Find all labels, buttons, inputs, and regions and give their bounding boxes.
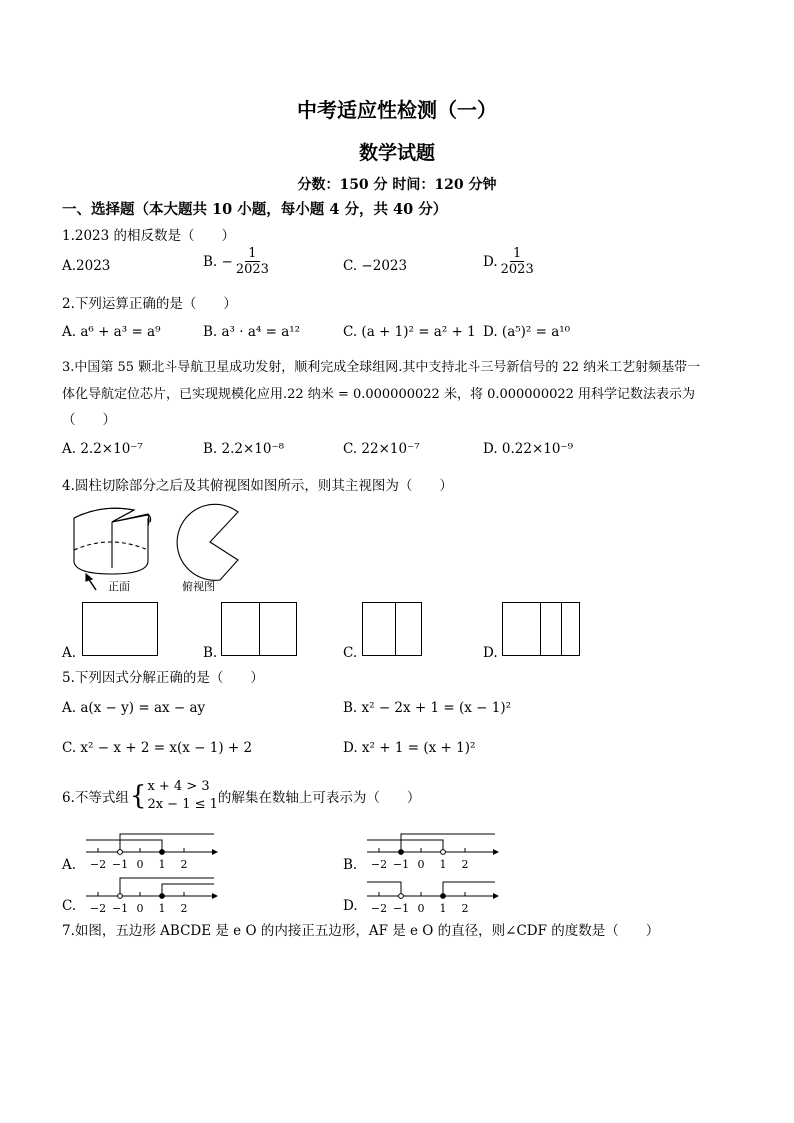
endpoint-marker — [160, 894, 165, 899]
axis-tick-label: 1 — [158, 858, 166, 871]
q1-option-b — [203, 246, 272, 277]
question-3-line1: 3.中国第 55 颗北斗导航卫星成功发射，顺利完成全球组网.其中支持北斗三号新信号的 22 纳米工艺射频基带一 — [62, 360, 701, 375]
q6-option-a-label: A. — [62, 857, 77, 873]
q3-option-a: A. 2.2×10⁻⁷ — [62, 441, 143, 457]
q5-option-d: D. x² + 1 = (x + 1)² — [343, 740, 476, 756]
q6-option-b-numberline — [363, 828, 503, 872]
axis-tick-label: 2 — [180, 902, 188, 915]
endpoint-marker — [118, 894, 123, 899]
q1-option-c: C. −2023 — [343, 258, 408, 274]
q1-d-prefix: D. — [483, 253, 498, 270]
endpoint-marker — [160, 850, 165, 855]
q1-b-num: 1 — [245, 246, 259, 262]
endpoint-marker — [399, 850, 404, 855]
q6-stem-suffix: 的解集在数轴上可表示为（ ） — [217, 790, 421, 806]
exam-meta: 分数：150 分 时间：120 分钟 — [297, 177, 497, 193]
section-heading: 一、选择题（本大题共 10 小题，每小题 4 分，共 40 分） — [62, 201, 448, 218]
solution-bracket — [120, 834, 214, 852]
solution-bracket — [443, 882, 495, 896]
axis-tick-label: −2 — [370, 902, 388, 915]
question-3-line3: （ ） — [62, 412, 116, 428]
inequality-1: x + 4 > 3 — [147, 779, 210, 794]
endpoint-marker — [441, 850, 446, 855]
solution-bracket — [367, 840, 443, 852]
q1-d-fraction — [498, 246, 537, 277]
q2-option-c: C. (a + 1)² = a² + 1 — [343, 324, 476, 340]
axis-tick-label: −2 — [89, 902, 107, 915]
q5-option-c: C. x² − x + 2 = x(x − 1) + 2 — [62, 740, 253, 756]
q6-option-c-label: C. — [62, 898, 77, 914]
axis-tick-label: 1 — [439, 858, 447, 871]
q6-option-a-numberline — [82, 828, 222, 872]
axis-tick-label: 1 — [439, 902, 447, 915]
q4-option-a-figure — [82, 602, 158, 656]
q4-option-b-figure — [221, 602, 297, 656]
q1-option-a: A.2023 — [62, 258, 111, 274]
q2-option-b: B. a³ · a⁴ = a¹² — [203, 324, 301, 340]
axis-tick-label: −2 — [89, 858, 107, 871]
q3-option-c: C. 22×10⁻⁷ — [343, 441, 420, 457]
q4-option-b-label: B. — [203, 645, 218, 661]
axis-arrow-icon — [493, 893, 499, 899]
axis-tick-label: 1 — [158, 902, 166, 915]
q1-b-fraction — [233, 246, 272, 277]
axis-arrow-icon — [212, 849, 218, 855]
q3-option-d: D. 0.22×10⁻⁹ — [483, 441, 574, 457]
q5-option-b: B. x² − 2x + 1 = (x − 1)² — [343, 700, 512, 716]
q6-option-d-label: D. — [343, 898, 358, 914]
exam-subtitle: 数学试题 — [358, 142, 435, 164]
inequality-2: 2x − 1 ≤ 1 — [147, 797, 218, 812]
q1-d-num: 1 — [510, 246, 524, 262]
q4-option-a-label: A. — [62, 645, 77, 661]
q1-b-prefix: B. − — [203, 253, 233, 270]
axis-tick-label: 0 — [417, 902, 425, 915]
axis-tick-label: −1 — [111, 858, 129, 871]
inequality-system — [147, 778, 217, 814]
axis-tick-label: 2 — [461, 858, 469, 871]
axis-tick-label: −1 — [111, 902, 129, 915]
q4-figure — [62, 500, 262, 595]
question-1-stem: 1.2023 的相反数是（ ） — [62, 228, 236, 244]
axis-arrow-icon — [212, 893, 218, 899]
question-3-line2: 体化导航定位芯片，已实现规模化应用.22 纳米 = 0.000000022 米，将 0.000000022 用科学记数法表示为 — [62, 387, 696, 402]
axis-tick-label: 0 — [136, 858, 144, 871]
q4-option-d-label: D. — [483, 645, 498, 661]
q1-option-d — [483, 246, 537, 277]
exam-title: 中考适应性检测（一） — [297, 98, 497, 122]
axis-tick-label: −1 — [392, 858, 410, 871]
axis-tick-label: −1 — [392, 902, 410, 915]
q6-option-d-numberline — [363, 872, 503, 916]
solution-bracket — [120, 878, 214, 896]
question-5-stem: 5.下列因式分解正确的是（ ） — [62, 670, 264, 686]
q5-option-a: A. a(x − y) = ax − ay — [62, 700, 206, 716]
cut-cylinder-figure — [74, 508, 151, 590]
axis-tick-label: 0 — [136, 902, 144, 915]
axis-arrow-icon — [493, 849, 499, 855]
brace-icon: { — [129, 781, 147, 811]
axis-tick-label: 0 — [417, 858, 425, 871]
solution-bracket — [401, 834, 495, 852]
question-4-stem: 4.圆柱切除部分之后及其俯视图如图所示，则其主视图为（ ） — [62, 478, 453, 494]
axis-tick-label: 2 — [461, 902, 469, 915]
question-7-stem: 7.如图，五边形 ABCDE 是 e O 的内接正五边形，AF 是 e O 的直径，则∠CDF 的度数是（ ） — [62, 923, 660, 939]
question-2-stem: 2.下列运算正确的是（ ） — [62, 296, 237, 312]
q4-option-d-figure — [502, 602, 580, 656]
solution-bracket — [162, 884, 214, 896]
question-6-stem — [62, 778, 420, 814]
q2-option-a: A. a⁶ + a³ = a⁹ — [62, 324, 161, 340]
endpoint-marker — [441, 894, 446, 899]
axis-tick-label: −2 — [370, 858, 388, 871]
endpoint-marker — [118, 850, 123, 855]
q6-stem-prefix: 6.不等式组 — [62, 790, 129, 806]
q2-option-d: D. (a⁵)² = a¹⁰ — [483, 324, 571, 340]
endpoint-marker — [399, 894, 404, 899]
solution-bracket — [367, 882, 401, 896]
q4-d-divider-2 — [561, 603, 562, 655]
q4-d-divider-1 — [540, 603, 541, 655]
solution-bracket — [86, 840, 162, 852]
q4-option-c-figure — [362, 602, 422, 656]
q4-b-divider — [259, 603, 260, 655]
q4-c-divider — [395, 603, 396, 655]
top-view-label: 俯视图 — [182, 580, 215, 593]
q1-d-den: 2023 — [500, 262, 534, 277]
q3-option-b: B. 2.2×10⁻⁸ — [203, 441, 284, 457]
front-label: 正面 — [108, 580, 130, 593]
top-view-figure — [177, 504, 238, 580]
q6-option-b-label: B. — [343, 857, 358, 873]
axis-tick-label: 2 — [180, 858, 188, 871]
q1-b-den: 2023 — [235, 262, 269, 277]
q6-option-c-numberline — [82, 872, 222, 916]
q4-option-c-label: C. — [343, 645, 358, 661]
